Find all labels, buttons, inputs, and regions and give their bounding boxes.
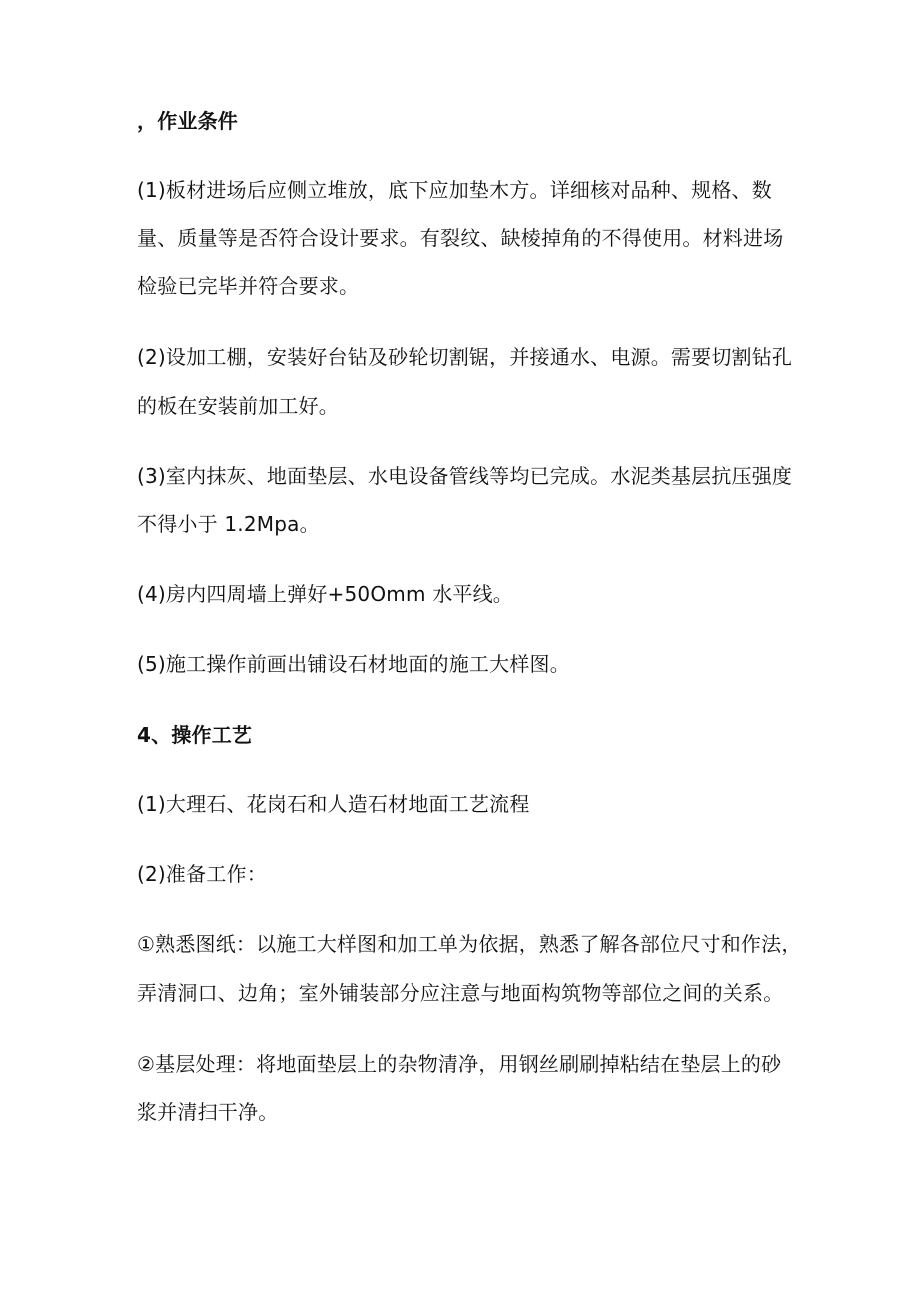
paragraph-step2-line2: 浆并清扫干净。 xyxy=(137,1100,279,1124)
section-heading-process: 4、操作工艺 xyxy=(137,723,253,747)
paragraph-step2-line1: ②基层处理：将地面垫层上的杂物清净，用钢丝刷刷掉粘结在垫层上的砂 xyxy=(137,1052,782,1076)
paragraph-item1-line1: (1)板材进场后应侧立堆放，底下应加垫木方。详细核对品种、规格、数 xyxy=(137,178,772,202)
paragraph-item1-line3: 检验已完毕并符合要求。 xyxy=(137,274,360,298)
paragraph-item5: (5)施工操作前画出铺设石材地面的施工大样图。 xyxy=(137,652,570,676)
paragraph-item1-line2: 量、质量等是否符合设计要求。有裂纹、缺棱掉角的不得使用。材料进场 xyxy=(137,226,784,250)
paragraph-item3-line1: (3)室内抹灰、地面垫层、水电设备管线等均已完成。水泥类基层抗压强度 xyxy=(137,464,793,488)
paragraph-item2-line2: 的板在安装前加工好。 xyxy=(137,394,339,418)
paragraph-process1: (1)大理石、花岗石和人造石材地面工艺流程 xyxy=(137,792,530,816)
paragraph-step1-line1: ①熟悉图纸：以施工大样图和加工单为依据，熟悉了解各部位尺寸和作法， xyxy=(137,932,802,956)
section-heading-conditions: ，作业条件 xyxy=(137,109,238,133)
paragraph-item3-line2: 不得小于 1.2Mpa。 xyxy=(137,512,320,536)
paragraph-step1-line2: 弄清洞口、边角；室外铺装部分应注意与地面构筑物等部位之间的关系。 xyxy=(137,981,784,1005)
paragraph-item2-line1: (2)设加工棚，安装好台钻及砂轮切割锯，并接通水、电源。需要切割钻孔 xyxy=(137,345,793,369)
paragraph-process2: (2)准备工作： xyxy=(137,862,267,886)
paragraph-item4: (4)房内四周墙上弹好+50Omm 水平线。 xyxy=(137,582,514,606)
